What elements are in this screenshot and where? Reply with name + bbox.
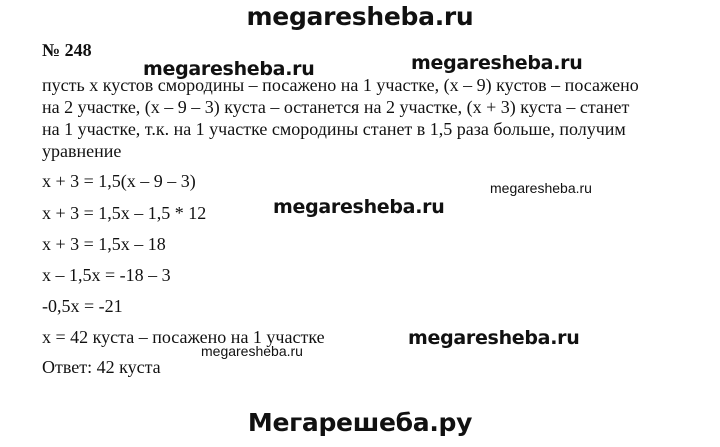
- problem-text-line-3: на 1 участке, т.к. на 1 участке смородины станет в 1,5 раза больше, получим: [42, 119, 626, 139]
- problem-number: № 248: [42, 40, 92, 60]
- problem-text-line-4: уравнение: [42, 141, 122, 161]
- site-header-logo: megaresheba.ru: [246, 2, 474, 31]
- problem-text-line-1: пусть х кустов смородины – посажено на 1 участке, (х – 9) кустов – посажено: [42, 75, 639, 95]
- equation-step-4: х – 1,5х = -18 – 3: [42, 265, 171, 285]
- watermark: megaresheba.ru: [408, 327, 580, 349]
- problem-text-line-2: на 2 участке, (х – 9 – 3) куста – останется на 2 участке, (х + 3) куста – станет: [42, 97, 630, 117]
- answer-line: Ответ: 42 куста: [42, 357, 161, 377]
- equation-step-3: х + 3 = 1,5х – 18: [42, 234, 166, 254]
- watermark: megaresheba.ru: [273, 196, 445, 218]
- equation-step-2: х + 3 = 1,5х – 1,5 * 12: [42, 203, 207, 223]
- watermark: megaresheba.ru: [411, 52, 583, 74]
- watermark: megaresheba.ru: [201, 343, 303, 359]
- equation-step-6: х = 42 куста – посажено на 1 участке: [42, 327, 325, 347]
- watermark: megaresheba.ru: [143, 58, 315, 80]
- watermark: megaresheba.ru: [490, 180, 592, 196]
- equation-step-5: -0,5х = -21: [42, 296, 123, 316]
- equation-step-1: х + 3 = 1,5(х – 9 – 3): [42, 171, 196, 191]
- footer-logo: Мегарешеба.ру: [247, 408, 473, 437]
